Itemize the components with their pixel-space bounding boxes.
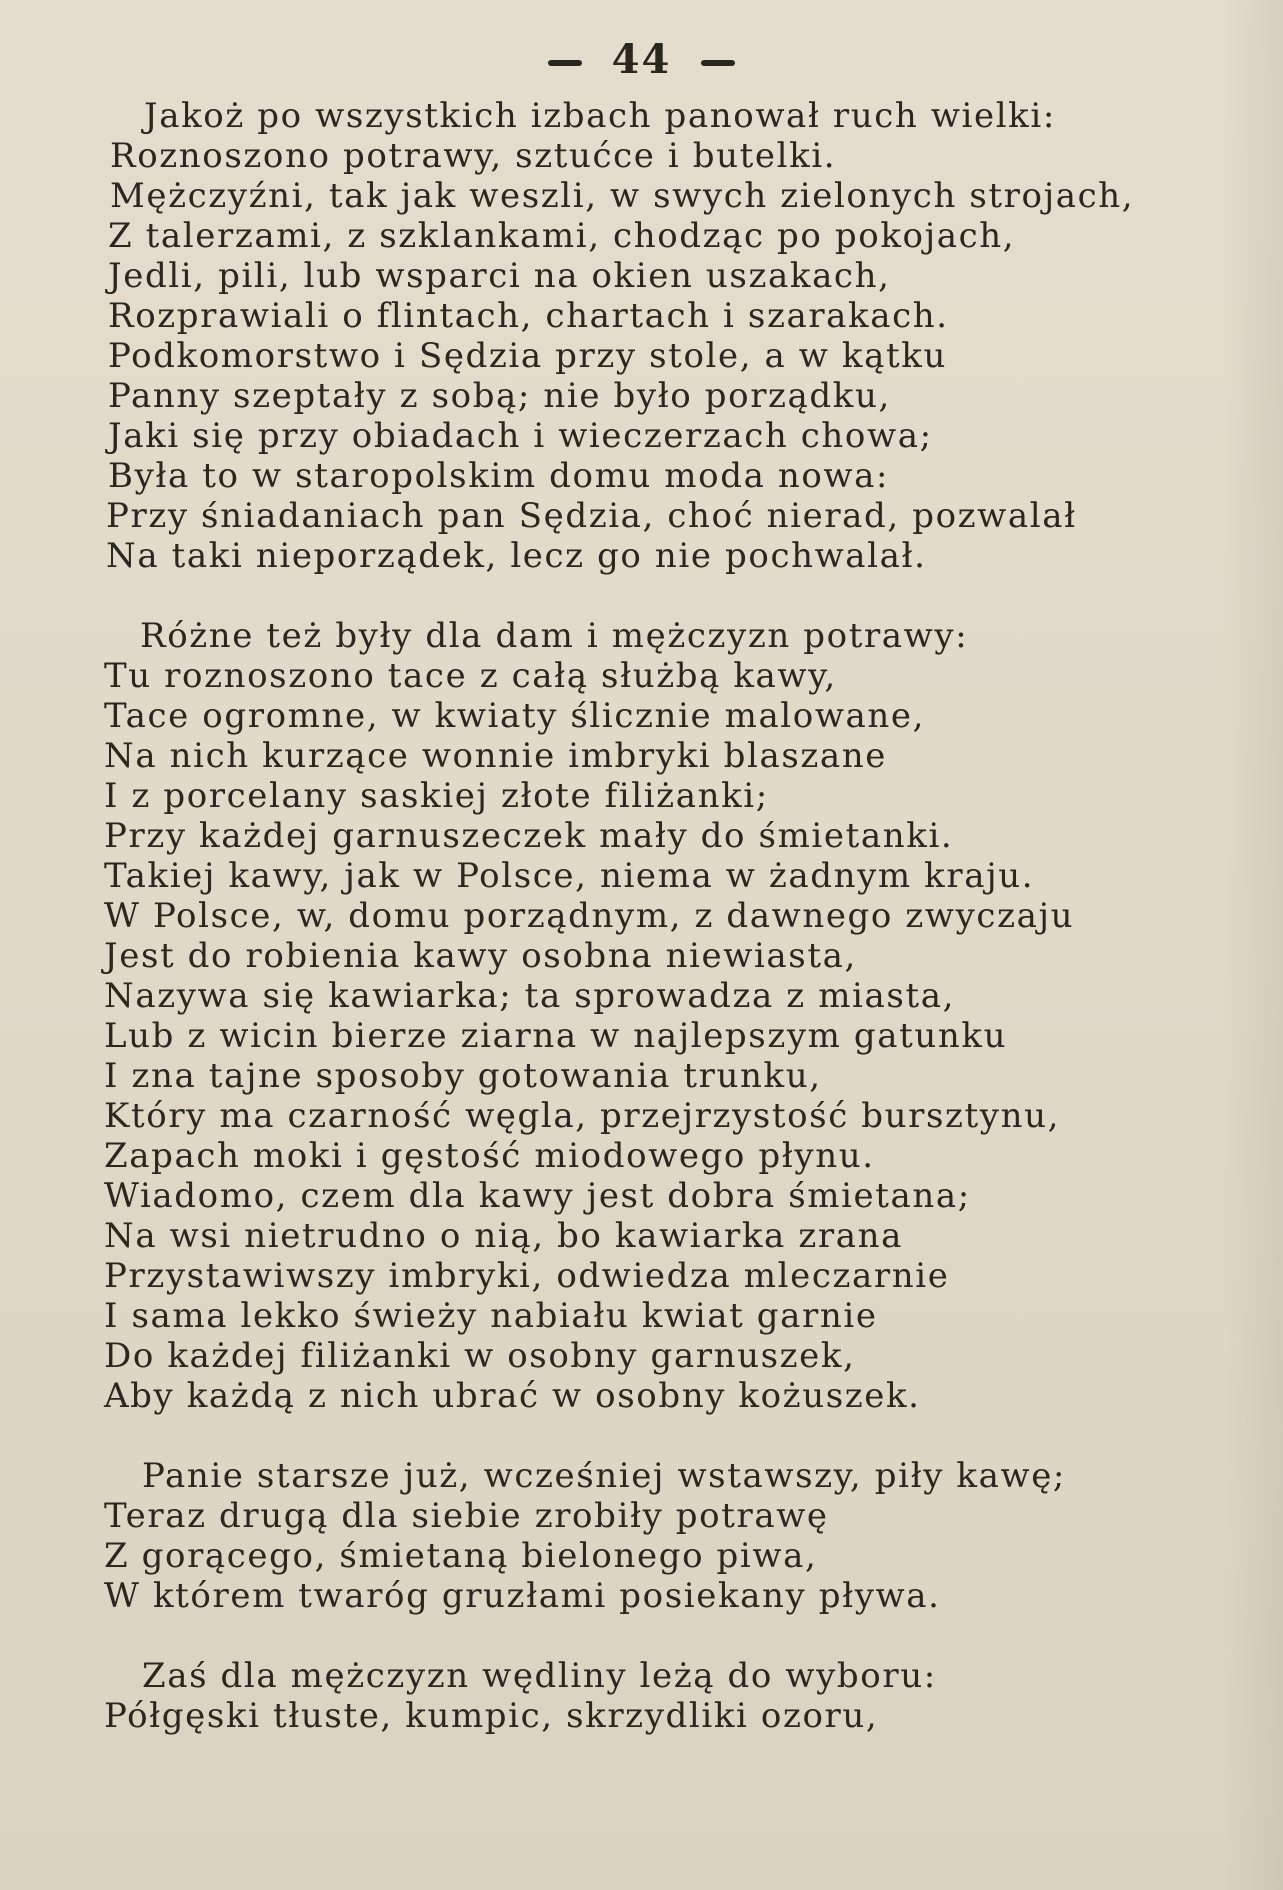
- verse-line: Jest do robienia kawy osobna niewiasta,: [104, 936, 857, 976]
- page-header: [0, 36, 1283, 83]
- verse-line: Podkomorstwo i Sędzia przy stole, a w kątku: [108, 336, 947, 376]
- verse-line: Jaki się przy obiadach i wieczerzach chowa;: [108, 416, 933, 456]
- verse-line: Roznoszono potrawy, sztućce i butelki.: [110, 136, 837, 176]
- verse-line: Na nich kurzące wonnie imbryki blaszane: [104, 736, 888, 776]
- verse-line: Z talerzami, z szklankami, chodząc po pokojach,: [108, 216, 1016, 256]
- verse-line: W którem twaróg gruzłami posiekany pływa.: [104, 1576, 941, 1616]
- verse-line: I zna tajne sposoby gotowania trunku,: [104, 1056, 822, 1096]
- verse-line: Na taki nieporządek, lecz go nie pochwalał.: [106, 536, 927, 576]
- verse-line: Była to w staropolskim domu moda nowa:: [108, 456, 890, 496]
- verse-line: W Polsce, w, domu porządnym, z dawnego zwyczaju: [104, 896, 1075, 936]
- verse-line: Przy śniadaniach pan Sędzia, choć nierad, pozwalał: [106, 496, 1077, 536]
- verse-line: Tace ogromne, w kwiaty ślicznie malowane,: [104, 696, 926, 736]
- verse-line: Który ma czarność węgla, przejrzystość bursztynu,: [104, 1096, 1061, 1136]
- verse-line: Panny szeptały z sobą; nie było porządku,: [108, 376, 891, 416]
- verse-line: Aby każdą z nich ubrać w osobny kożuszek.: [104, 1376, 921, 1416]
- verse-line: Zaś dla mężczyzn wędliny leżą do wyboru:: [142, 1656, 937, 1696]
- verse-line: Mężczyźni, tak jak weszli, w swych zielonych strojach,: [110, 176, 1135, 216]
- verse-line: Panie starsze już, wcześniej wstawszy, piły kawę;: [142, 1456, 1066, 1496]
- verse-line: Przy każdej garnuszeczek mały do śmietanki.: [104, 816, 954, 856]
- verse-line: Do każdej filiżanki w osobny garnuszek,: [104, 1336, 856, 1376]
- page-number: 44: [611, 36, 672, 83]
- verse-line: Z gorącego, śmietaną bielonego piwa,: [104, 1536, 818, 1576]
- left-ornament-icon: [548, 60, 582, 66]
- verse-line: Przystawiwszy imbryki, odwiedza mleczarnie: [104, 1256, 950, 1296]
- right-ornament-icon: [701, 60, 735, 66]
- verse-line: I sama lekko świeży nabiału kwiat garnie: [104, 1296, 878, 1336]
- verse-line: Lub z wicin bierze ziarna w najlepszym gatunku: [104, 1016, 1008, 1056]
- verse-line: Nazywa się kawiarka; ta sprowadza z miasta,: [104, 976, 955, 1016]
- verse-line: Półgęski tłuste, kumpic, skrzydliki ozoru,: [104, 1696, 879, 1736]
- verse-line: Różne też były dla dam i mężczyzn potrawy:: [140, 616, 969, 656]
- page-shadow-edge: [1223, 0, 1283, 1890]
- verse-line: Jedli, pili, lub wsparci na okien uszakach,: [108, 256, 891, 296]
- verse-line: Tu roznoszono tace z całą służbą kawy,: [104, 656, 837, 696]
- verse-line: Wiadomo, czem dla kawy jest dobra śmietana;: [104, 1176, 971, 1216]
- verse-line: Na wsi nietrudno o nią, bo kawiarka zrana: [104, 1216, 903, 1256]
- verse-line: I z porcelany saskiej złote filiżanki;: [104, 776, 769, 816]
- verse-line: Takiej kawy, jak w Polsce, niema w żadnym kraju.: [104, 856, 1035, 896]
- verse-line: Zapach moki i gęstość miodowego płynu.: [104, 1136, 875, 1176]
- verse-line: Jakoż po wszystkich izbach panował ruch wielki:: [144, 96, 1056, 136]
- verse-line: Teraz drugą dla siebie zrobiły potrawę: [104, 1496, 829, 1536]
- verse-line: Rozprawiali o flintach, chartach i szarakach.: [108, 296, 949, 336]
